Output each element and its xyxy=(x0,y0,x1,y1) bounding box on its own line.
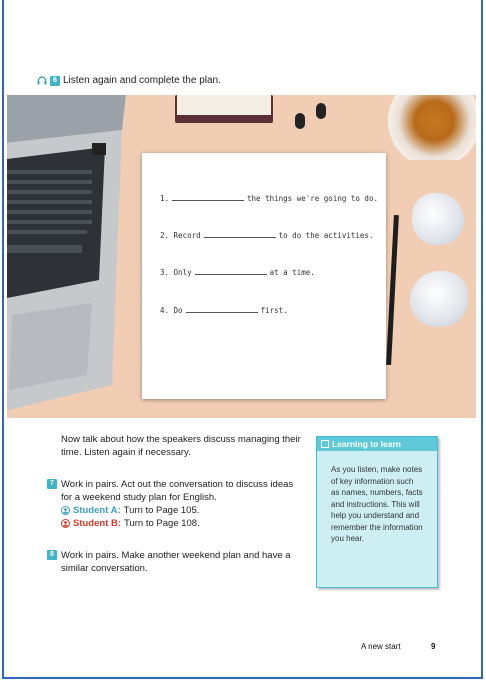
earphones xyxy=(295,113,305,129)
answer-blank xyxy=(186,305,258,313)
exercise-number-badge: 7 xyxy=(47,479,57,489)
student-a-label: Student A: xyxy=(73,505,121,516)
plan-line-3 xyxy=(160,267,315,277)
learning-to-learn-box xyxy=(316,436,438,588)
desk-photo xyxy=(7,95,476,418)
exercise-number-badge: 6 xyxy=(50,76,60,86)
learning-box-text: As you listen, make notes of key information such as names, numbers, facts and instructions. This will help you understand and remember the information you hear. xyxy=(331,465,423,543)
earphones xyxy=(316,103,326,119)
student-b-icon xyxy=(61,519,70,528)
discuss-instruction: Now talk about how the speakers discuss managing their time. Listen again if necessary. xyxy=(61,434,301,458)
task-7 xyxy=(47,478,297,530)
student-b-label: Student B: xyxy=(73,518,122,529)
plan-line-prefix: 2. Record xyxy=(160,231,201,240)
crumpled-paper xyxy=(410,271,468,327)
learning-box-title: Learning to learn xyxy=(332,439,401,449)
plan-line-text: to do the activities. xyxy=(278,231,374,240)
student-a-text: Turn to Page 105. xyxy=(123,505,200,516)
headphones-icon xyxy=(37,76,47,85)
student-a-icon xyxy=(61,506,70,515)
plan-line-text: the things we're going to do. xyxy=(247,194,378,203)
plan-sheet xyxy=(142,153,386,399)
plan-line-2 xyxy=(160,230,373,240)
plan-line-text: at a time. xyxy=(269,268,315,277)
task-8-text: Work in pairs. Make another weekend plan and have a similar conversation. xyxy=(61,550,291,574)
page-number: 9 xyxy=(431,642,436,651)
pencil xyxy=(386,215,399,365)
listening-instruction xyxy=(37,75,221,86)
answer-blank xyxy=(195,267,267,275)
student-b-text: Turn to Page 108. xyxy=(124,518,200,529)
answer-blank xyxy=(204,230,276,238)
plan-line-prefix: 3. Only xyxy=(160,268,192,277)
plan-line-text: first. xyxy=(260,306,288,315)
answer-blank xyxy=(172,193,244,201)
task-7-text: Work in pairs. Act out the conversation to discuss ideas for a weekend study plan for English. xyxy=(61,479,294,503)
learning-box-header xyxy=(317,437,437,451)
instruction-text: Listen again and complete the plan. xyxy=(63,75,221,86)
laptop-illustration xyxy=(7,95,137,418)
exercise-number-badge: 8 xyxy=(47,550,57,560)
plan-line-prefix: 1. xyxy=(160,194,170,203)
student-a-line xyxy=(61,504,297,517)
checkbox-icon xyxy=(321,440,329,448)
crumpled-paper xyxy=(412,193,464,245)
student-b-line xyxy=(61,517,297,530)
book-pages xyxy=(177,95,271,115)
tea-cup xyxy=(382,95,476,160)
unit-title: A new start xyxy=(361,642,401,651)
plan-line-prefix: 4. Do xyxy=(160,306,183,315)
plan-line-4 xyxy=(160,305,288,315)
plan-line-1 xyxy=(160,193,378,203)
task-8 xyxy=(47,549,307,575)
